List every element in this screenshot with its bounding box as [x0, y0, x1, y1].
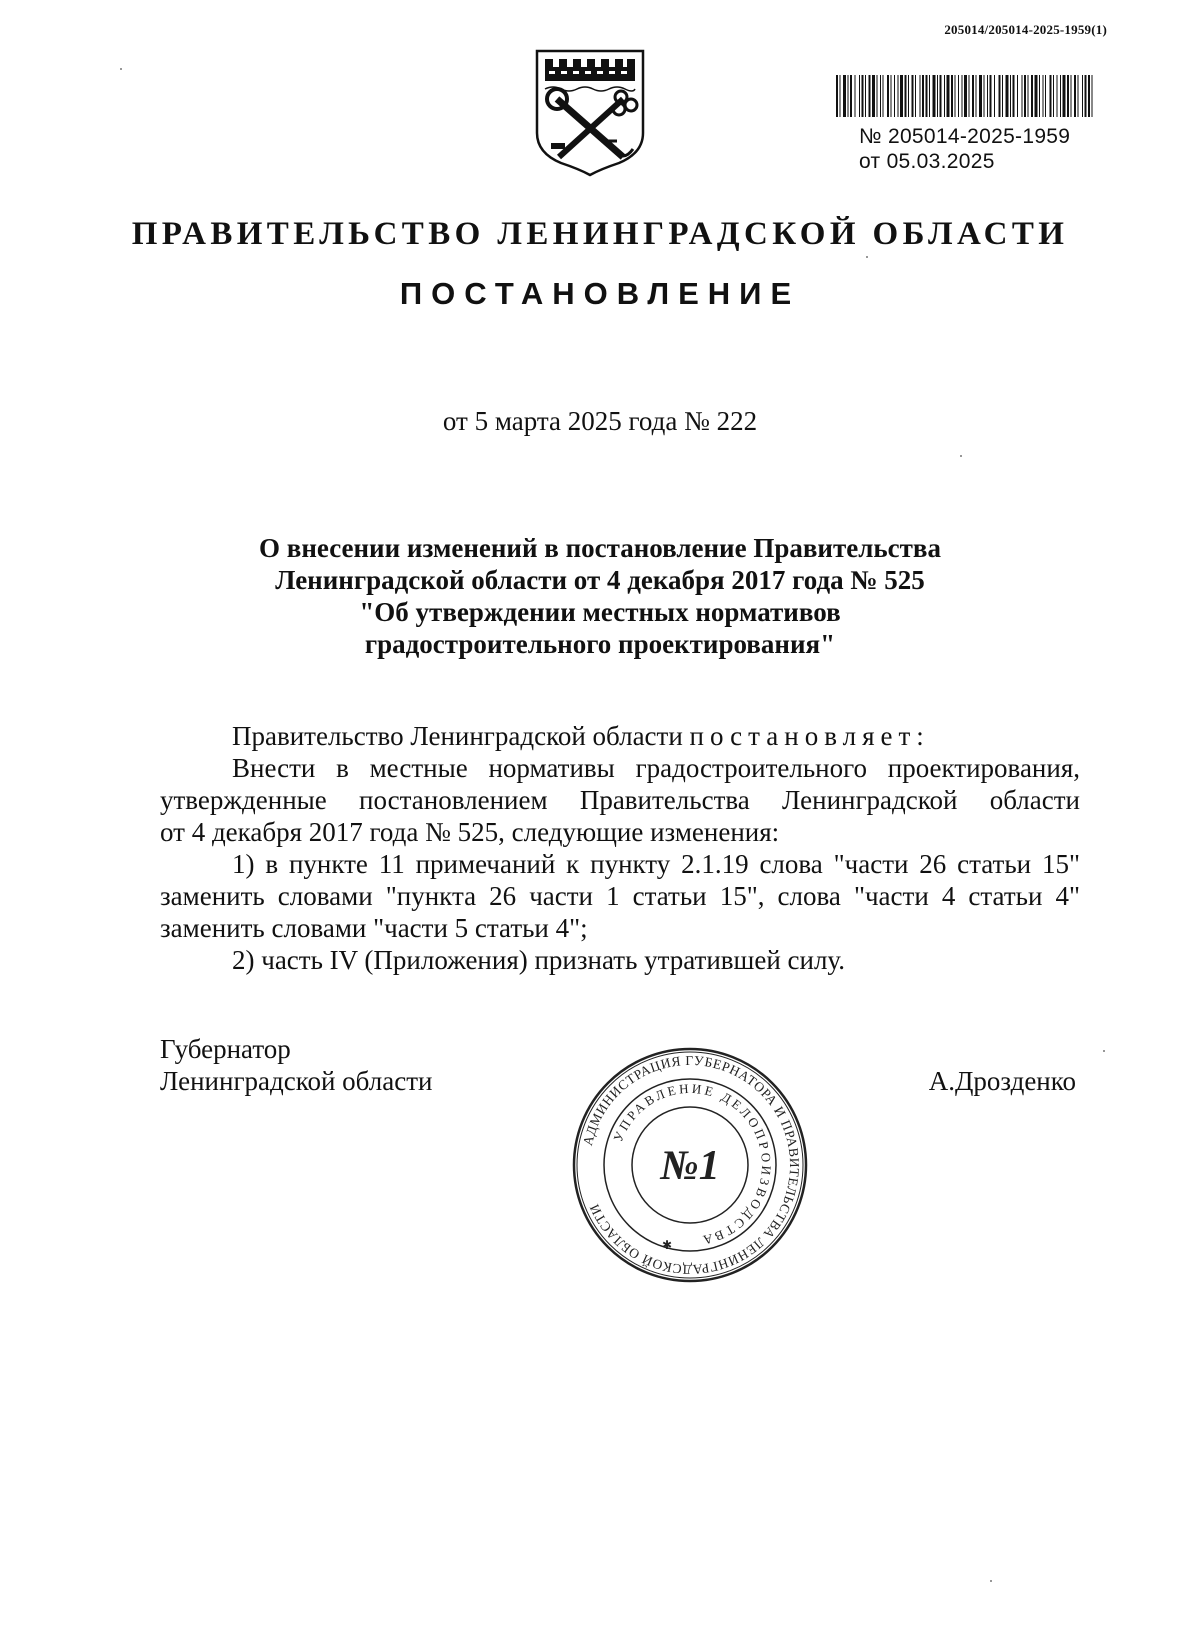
item-1	[160, 848, 1080, 944]
subject-line: "Об утверждении местных нормативов	[359, 597, 841, 627]
intro-paragraph	[160, 752, 1080, 848]
subject-line: О внесении изменений в постановление Правительства	[259, 533, 941, 563]
registration-block	[859, 124, 1070, 174]
intro-line: утвержденные постановлением Правительства Ленинградской области	[160, 785, 1080, 815]
preamble-text: Правительство Ленинградской области	[232, 721, 683, 751]
subject-line: градостроительного проектирования"	[364, 629, 836, 659]
position-line: Ленинградской области	[160, 1066, 433, 1096]
item-1-line: 1) в пункте 11 примечаний к пункту 2.1.19 слова "части 26 статьи 15"	[232, 849, 1080, 879]
scan-speck	[990, 1580, 992, 1582]
intro-line: Внести в местные нормативы градостроительного проектирования,	[232, 753, 1080, 783]
document-type-heading: ПОСТАНОВЛЕНИЕ	[399, 276, 801, 311]
top-reference: 205014/205014-2025-1959(1)	[944, 22, 1107, 37]
registration-date: от 05.03.2025	[859, 150, 995, 173]
document-date-number: от 5 марта 2025 года № 222	[442, 406, 758, 436]
subject-line: Ленинградской области от 4 декабря 2017 года № 525	[275, 565, 925, 595]
preamble-verb: постановляет:	[689, 721, 930, 751]
stamp-outer-text: АДМИНИСТРАЦИЯ ГУБЕРНАТОРА И ПРАВИТЕЛЬСТВА ЛЕНИНГРАДСКОЙ ОБЛАСТИ	[579, 1052, 803, 1278]
item-1-line: заменить словами "пункта 26 части 1 статьи 15", слова "части 4 статьи 4"	[160, 881, 1080, 911]
scan-speck	[960, 455, 962, 457]
official-stamp	[570, 1045, 810, 1285]
scan-speck	[120, 68, 122, 70]
item-1-line: заменить словами "части 5 статьи 4";	[160, 913, 588, 943]
stamp-inner-text: УПРАВЛЕНИЕ ДЕЛОПРОИЗВОДСТВА	[610, 1080, 775, 1249]
issuer-heading: ПРАВИТЕЛЬСТВО ЛЕНИНГРАДСКОЙ ОБЛАСТИ	[131, 216, 1069, 252]
scan-speck	[1103, 1050, 1105, 1052]
coat-of-arms-icon	[529, 45, 651, 177]
document-body	[160, 720, 1080, 976]
scan-speck	[866, 256, 868, 258]
item-2: 2) часть IV (Приложения) признать утратившей силу.	[232, 945, 845, 975]
document-subject	[0, 532, 1200, 660]
barcode	[836, 75, 1094, 117]
registration-number: № 205014-2025-1959	[859, 125, 1071, 148]
stamp-star-icon: ✱	[662, 1238, 673, 1252]
stamp-center-number: №1	[660, 1143, 720, 1189]
signatory-position	[160, 1033, 432, 1097]
signatory-name: А.Дрозденко	[928, 1066, 1076, 1096]
position-line: Губернатор	[160, 1034, 291, 1064]
intro-line: от 4 декабря 2017 года № 525, следующие изменения:	[160, 817, 780, 847]
preamble	[160, 720, 1080, 752]
